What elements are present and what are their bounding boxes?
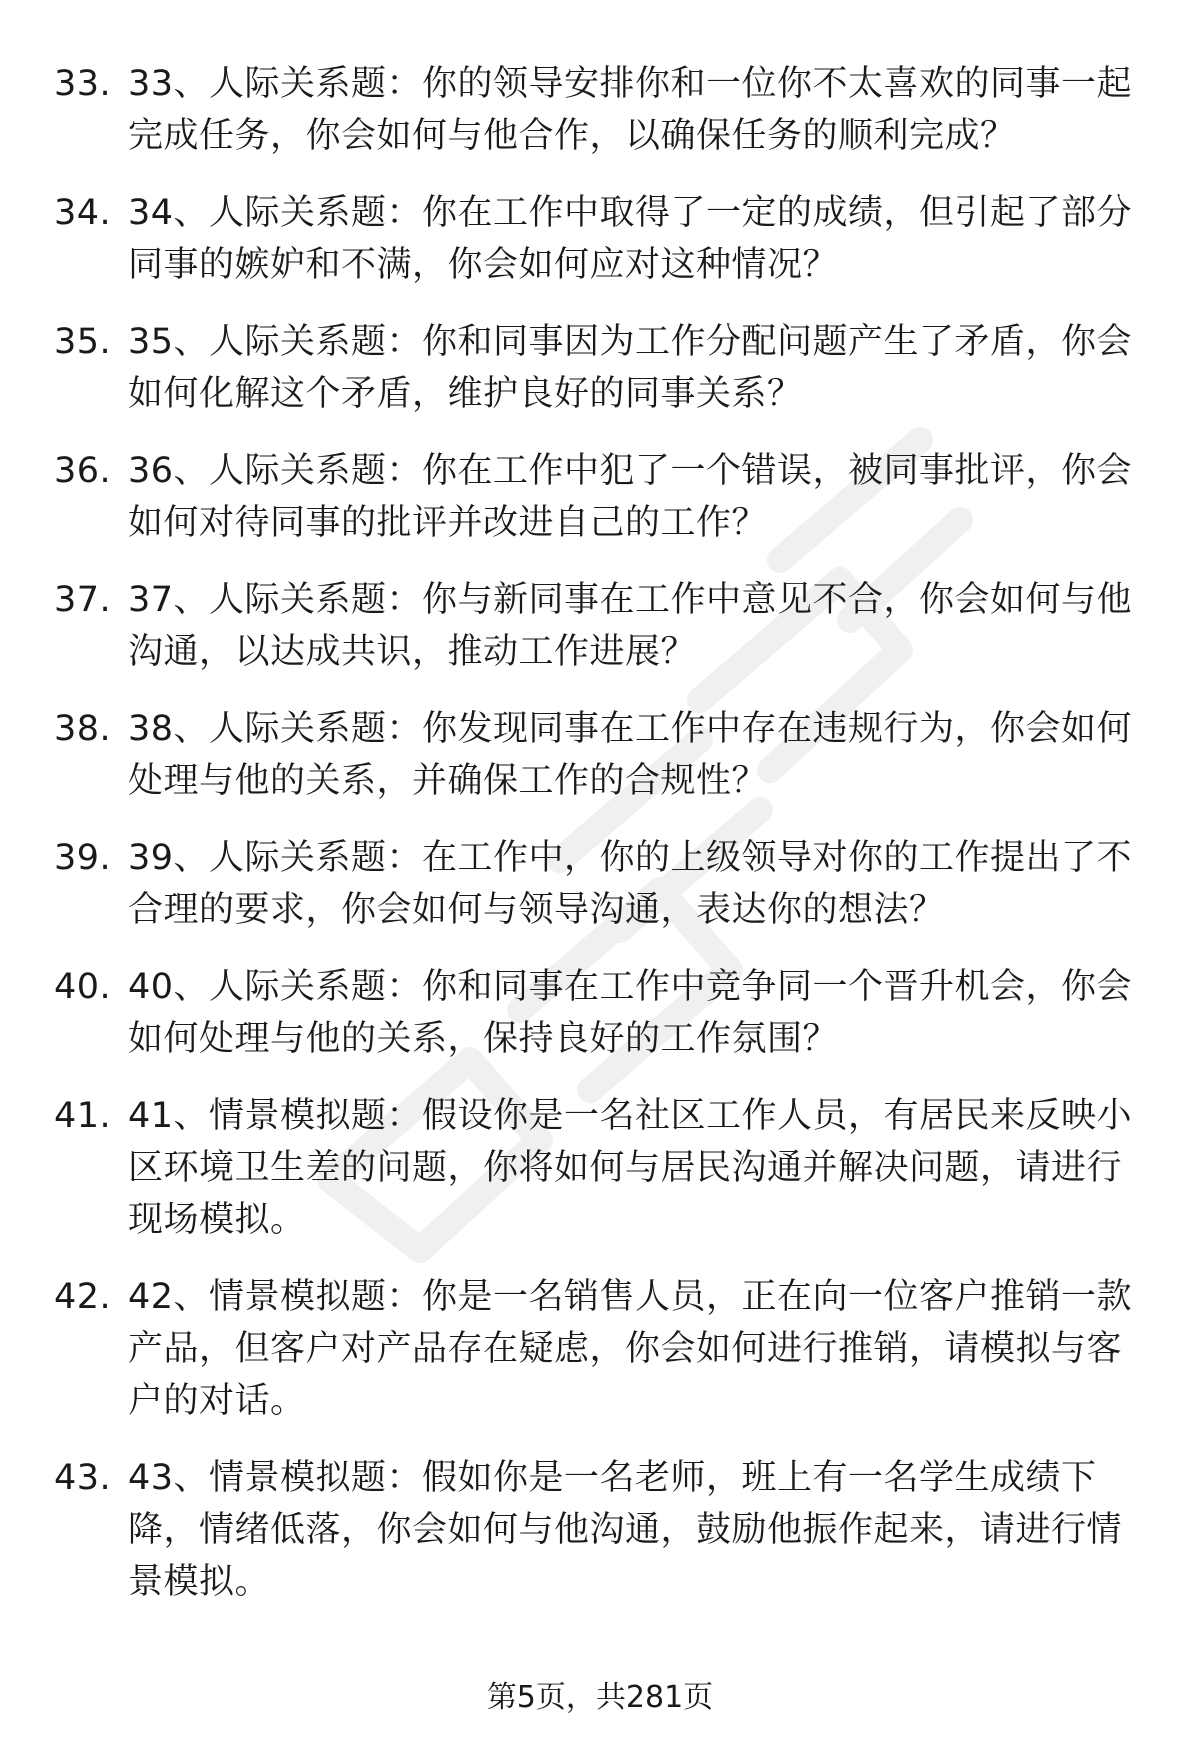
question-text: 38、人际关系题：你发现同事在工作中存在违规行为，你会如何处理与他的关系，并确保工作的合规性？ bbox=[128, 709, 1133, 801]
question-text: 43、情景模拟题：假如你是一名老师，班上有一名学生成绩下降，情绪低落，你会如何与他沟通，鼓励他振作起来，请进行情景模拟。 bbox=[128, 1458, 1123, 1602]
question-number: 42. bbox=[54, 1277, 112, 1317]
question-text: 39、人际关系题：在工作中，你的上级领导对你的工作提出了不合理的要求，你会如何与领导沟通，表达你的想法？ bbox=[128, 838, 1133, 930]
question-number: 36. bbox=[54, 451, 112, 491]
question-item bbox=[0, 832, 1200, 936]
question-item bbox=[0, 1090, 1200, 1246]
question-item bbox=[0, 1452, 1200, 1608]
question-number: 41. bbox=[54, 1096, 112, 1136]
question-number: 39. bbox=[54, 838, 112, 878]
question-number: 38. bbox=[54, 709, 112, 749]
question-number: 37. bbox=[54, 580, 112, 620]
question-text: 33、人际关系题：你的领导安排你和一位你不太喜欢的同事一起完成任务，你会如何与他合作，以确保任务的顺利完成？ bbox=[128, 64, 1133, 156]
question-item bbox=[0, 1271, 1200, 1427]
question-item bbox=[0, 574, 1200, 678]
question-text: 42、情景模拟题：你是一名销售人员，正在向一位客户推销一款产品，但客户对产品存在疑虑，你会如何进行推销，请模拟与客户的对话。 bbox=[128, 1277, 1133, 1421]
question-text: 40、人际关系题：你和同事在工作中竞争同一个晋升机会，你会如何处理与他的关系，保持良好的工作氛围？ bbox=[128, 967, 1133, 1059]
question-number: 35. bbox=[54, 322, 112, 362]
question-number: 33. bbox=[54, 64, 112, 104]
page-footer: 第5页，共281页 bbox=[486, 1680, 714, 1715]
question-item bbox=[0, 961, 1200, 1065]
question-text: 41、情景模拟题：假设你是一名社区工作人员，有居民来反映小区环境卫生差的问题，你将如何与居民沟通并解决问题，请进行现场模拟。 bbox=[128, 1096, 1133, 1240]
question-number: 34. bbox=[54, 193, 112, 233]
question-text: 35、人际关系题：你和同事因为工作分配问题产生了矛盾，你会如何化解这个矛盾，维护良好的同事关系？ bbox=[128, 322, 1133, 414]
question-item bbox=[0, 58, 1200, 162]
question-number: 40. bbox=[54, 967, 112, 1007]
question-item bbox=[0, 445, 1200, 549]
question-text: 36、人际关系题：你在工作中犯了一个错误，被同事批评，你会如何对待同事的批评并改进自己的工作？ bbox=[128, 451, 1133, 543]
question-list bbox=[0, 58, 1200, 1633]
question-item bbox=[0, 703, 1200, 807]
question-item bbox=[0, 316, 1200, 420]
question-item bbox=[0, 187, 1200, 291]
question-text: 37、人际关系题：你与新同事在工作中意见不合，你会如何与他沟通，以达成共识，推动工作进展？ bbox=[128, 580, 1133, 672]
question-number: 43. bbox=[54, 1458, 112, 1498]
question-text: 34、人际关系题：你在工作中取得了一定的成绩，但引起了部分同事的嫉妒和不满，你会如何应对这种情况？ bbox=[128, 193, 1133, 285]
